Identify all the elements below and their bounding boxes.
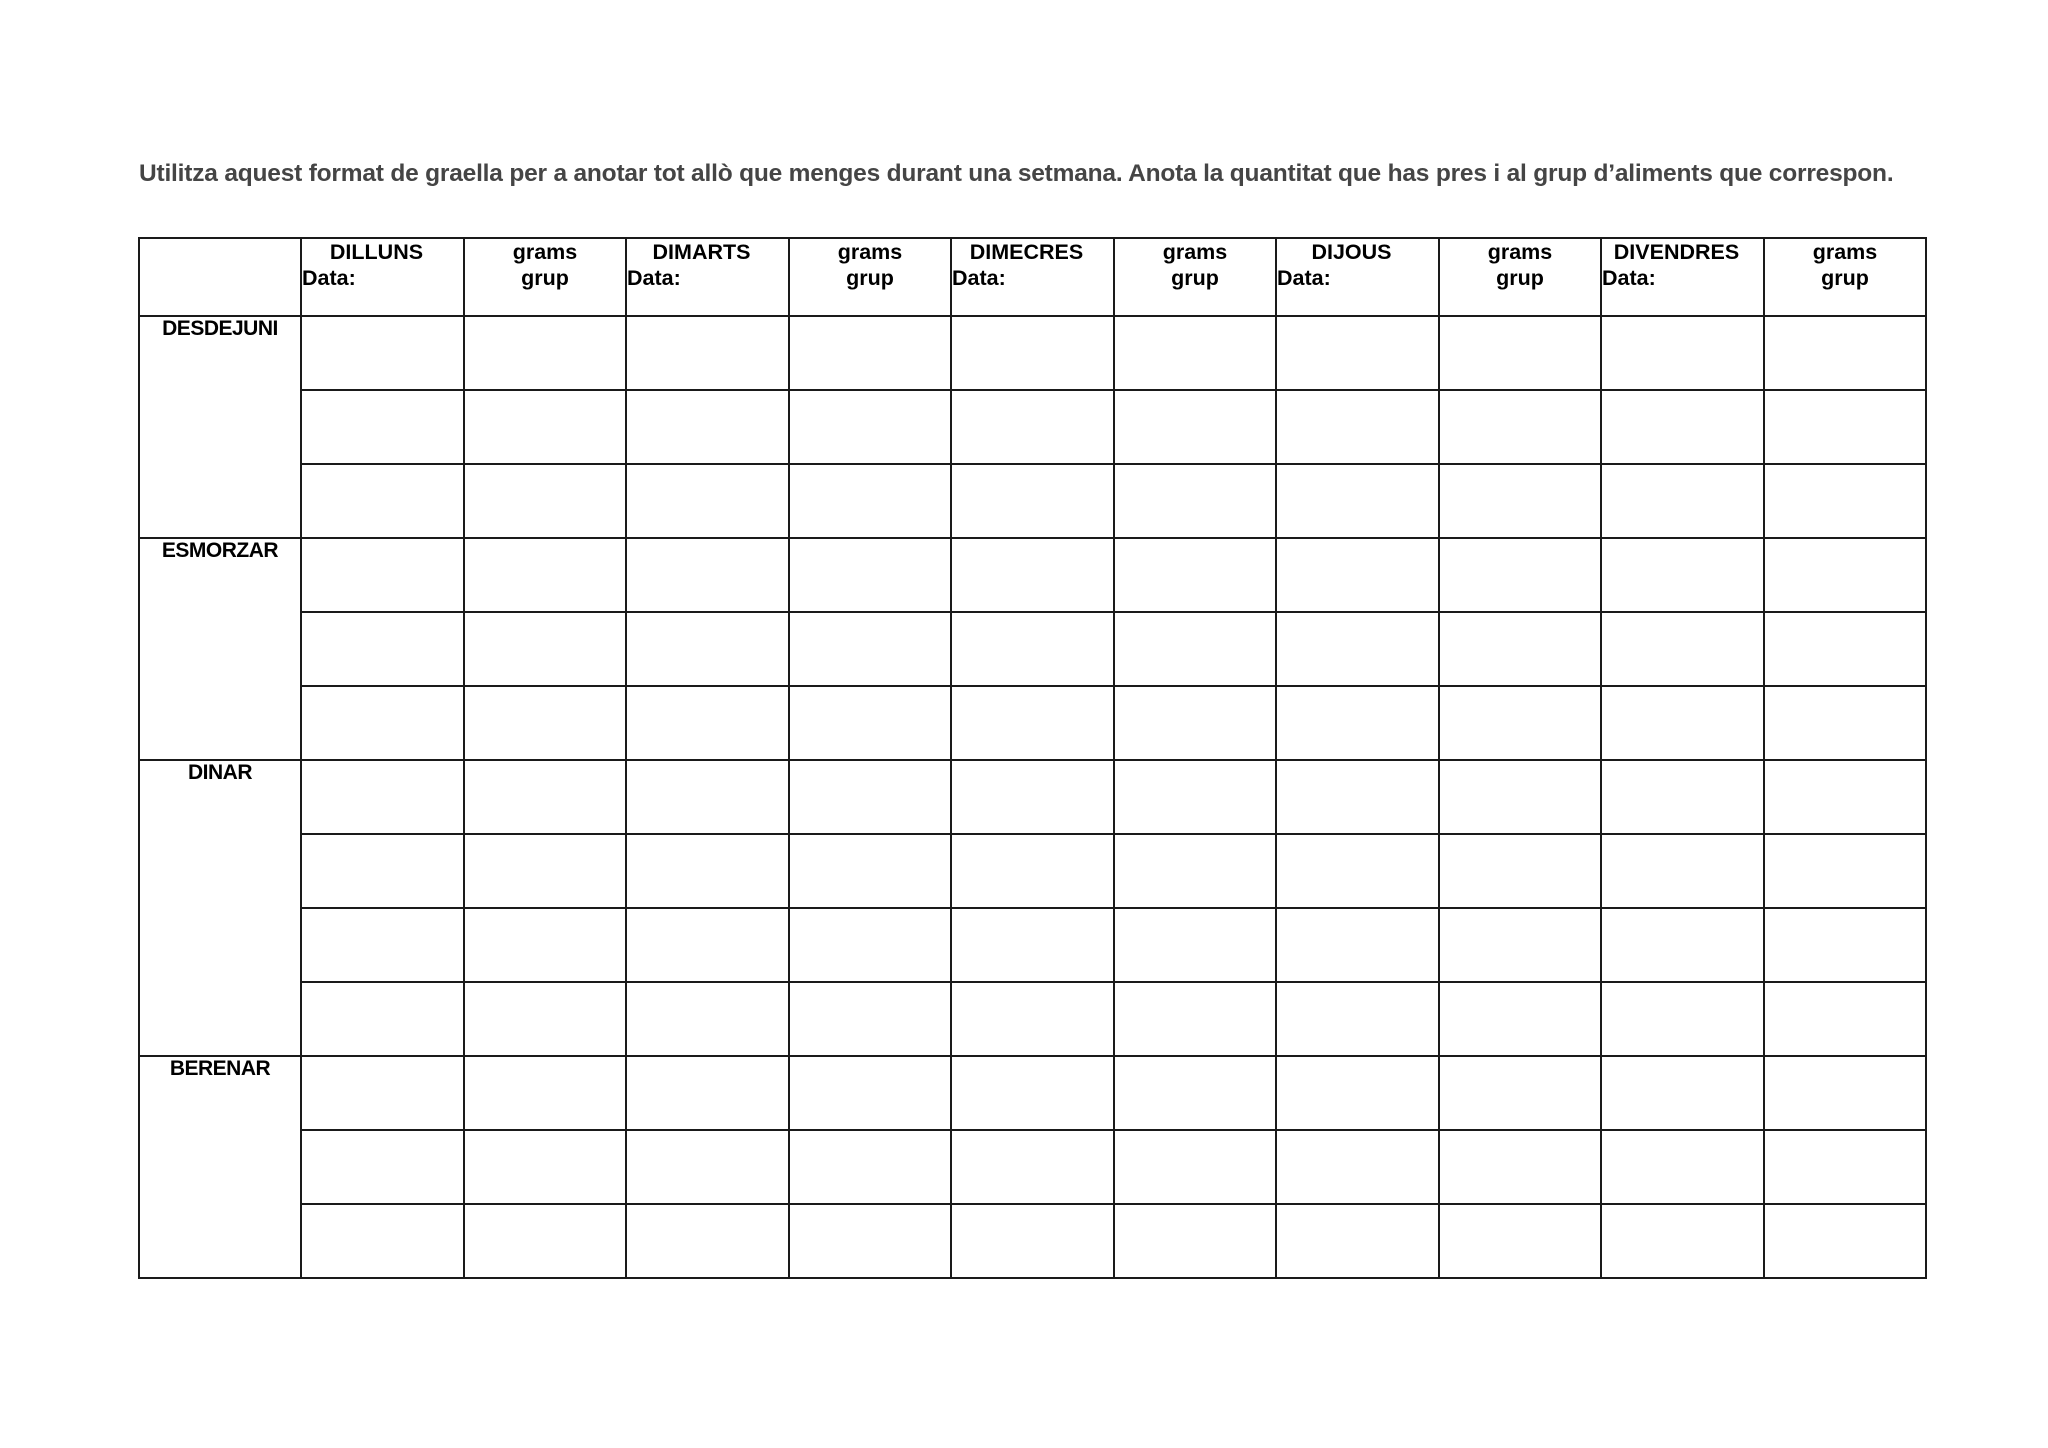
food-entry-cell[interactable] (1601, 1130, 1764, 1204)
food-entry-cell[interactable] (1276, 538, 1439, 612)
grams-group-entry-cell[interactable] (1114, 612, 1276, 686)
grams-group-entry-cell[interactable] (1439, 390, 1601, 464)
grams-group-entry-cell[interactable] (1114, 390, 1276, 464)
grams-group-entry-cell[interactable] (1439, 686, 1601, 760)
food-entry-cell[interactable] (1276, 464, 1439, 538)
grams-group-entry-cell[interactable] (1764, 1056, 1926, 1130)
grams-group-entry-cell[interactable] (789, 686, 951, 760)
weekly-food-log-table (138, 237, 1927, 1279)
grams-group-entry-cell[interactable] (1764, 982, 1926, 1056)
table-row (139, 538, 1926, 612)
food-entry-cell[interactable] (301, 1056, 464, 1130)
food-entry-cell[interactable] (1601, 612, 1764, 686)
grams-group-entry-cell[interactable] (1114, 908, 1276, 982)
food-entry-cell[interactable] (951, 760, 1114, 834)
grams-group-entry-cell[interactable] (1114, 1204, 1276, 1278)
table-row (139, 1204, 1926, 1278)
grams-group-entry-cell[interactable] (1439, 612, 1601, 686)
food-entry-cell[interactable] (951, 538, 1114, 612)
food-entry-cell[interactable] (301, 908, 464, 982)
day-name: DILLUNS (329, 240, 424, 264)
grams-group-entry-cell[interactable] (464, 464, 626, 538)
day-header-thursday (1276, 238, 1439, 316)
food-entry-cell[interactable] (301, 834, 464, 908)
grams-group-entry-cell[interactable] (464, 982, 626, 1056)
grams-group-entry-cell[interactable] (1439, 1130, 1601, 1204)
food-entry-cell[interactable] (626, 1130, 789, 1204)
food-entry-cell[interactable] (626, 834, 789, 908)
meal-label-esmorzar: ESMORZAR (139, 538, 301, 760)
food-entry-cell[interactable] (951, 1130, 1114, 1204)
table-row (139, 760, 1926, 834)
grams-group-entry-cell[interactable] (1114, 760, 1276, 834)
grams-label: grams (512, 240, 578, 264)
corner-cell (139, 238, 301, 316)
grams-group-header-wednesday (1114, 238, 1276, 316)
food-entry-cell[interactable] (951, 834, 1114, 908)
grams-group-entry-cell[interactable] (1114, 686, 1276, 760)
grams-group-entry-cell[interactable] (1764, 390, 1926, 464)
food-entry-cell[interactable] (1276, 908, 1439, 982)
grams-group-entry-cell[interactable] (464, 612, 626, 686)
food-entry-cell[interactable] (951, 390, 1114, 464)
food-entry-cell[interactable] (1601, 390, 1764, 464)
grams-group-entry-cell[interactable] (464, 1056, 626, 1130)
group-label: grup (1496, 266, 1544, 290)
food-entry-cell[interactable] (301, 760, 464, 834)
date-label: Data: (952, 266, 1006, 290)
table-row (139, 390, 1926, 464)
food-entry-cell[interactable] (626, 982, 789, 1056)
grams-group-entry-cell[interactable] (464, 760, 626, 834)
date-label: Data: (627, 266, 681, 290)
table-row (139, 612, 1926, 686)
table-row (139, 908, 1926, 982)
grams-group-entry-cell[interactable] (1114, 538, 1276, 612)
grams-group-entry-cell[interactable] (789, 390, 951, 464)
day-name: DIJOUS (1311, 240, 1392, 264)
food-entry-cell[interactable] (626, 390, 789, 464)
grams-group-entry-cell[interactable] (789, 834, 951, 908)
food-entry-cell[interactable] (1276, 1130, 1439, 1204)
grams-group-entry-cell[interactable] (789, 538, 951, 612)
group-label: grup (1821, 266, 1869, 290)
date-label: Data: (1602, 266, 1656, 290)
grams-group-entry-cell[interactable] (1764, 464, 1926, 538)
table-row (139, 834, 1926, 908)
grams-group-entry-cell[interactable] (1114, 1056, 1276, 1130)
grams-group-entry-cell[interactable] (789, 982, 951, 1056)
food-entry-cell[interactable] (1601, 538, 1764, 612)
food-entry-cell[interactable] (1601, 1056, 1764, 1130)
food-entry-cell[interactable] (301, 686, 464, 760)
food-entry-cell[interactable] (626, 316, 789, 390)
grams-group-entry-cell[interactable] (789, 464, 951, 538)
food-entry-cell[interactable] (951, 1056, 1114, 1130)
food-entry-cell[interactable] (951, 464, 1114, 538)
grams-group-header-tuesday (789, 238, 951, 316)
food-entry-cell[interactable] (626, 538, 789, 612)
day-name: DIVENDRES (1613, 240, 1740, 264)
food-entry-cell[interactable] (1276, 1056, 1439, 1130)
food-entry-cell[interactable] (301, 1204, 464, 1278)
grams-group-entry-cell[interactable] (789, 1204, 951, 1278)
food-entry-cell[interactable] (951, 982, 1114, 1056)
food-entry-cell[interactable] (301, 316, 464, 390)
food-entry-cell[interactable] (1276, 1204, 1439, 1278)
meal-label-desdejuni: DESDEJUNI (139, 316, 301, 538)
table-row (139, 316, 1926, 390)
grams-group-entry-cell[interactable] (789, 1056, 951, 1130)
grams-group-entry-cell[interactable] (1439, 1056, 1601, 1130)
grams-group-entry-cell[interactable] (1764, 612, 1926, 686)
grams-group-entry-cell[interactable] (1764, 316, 1926, 390)
grams-group-entry-cell[interactable] (1764, 1130, 1926, 1204)
table-row (139, 1056, 1926, 1130)
table-row (139, 982, 1926, 1056)
grams-group-entry-cell[interactable] (1764, 538, 1926, 612)
meal-label-dinar: DINAR (139, 760, 301, 1056)
day-header-monday (301, 238, 464, 316)
food-entry-cell[interactable] (626, 1056, 789, 1130)
food-entry-cell[interactable] (301, 612, 464, 686)
food-entry-cell[interactable] (1601, 316, 1764, 390)
food-entry-cell[interactable] (626, 908, 789, 982)
group-label: grup (846, 266, 894, 290)
grams-group-header-monday (464, 238, 626, 316)
grams-group-entry-cell[interactable] (1439, 538, 1601, 612)
food-entry-cell[interactable] (301, 1130, 464, 1204)
food-entry-cell[interactable] (626, 612, 789, 686)
instructions-text: Utilitza aquest format de graella per a anotar tot allò que menges durant una setmana. Anota la quantitat que has pres i al grup d’aliments que correspon. (139, 160, 1894, 187)
food-entry-cell[interactable] (1601, 908, 1764, 982)
day-name: DIMARTS (652, 240, 751, 264)
grams-group-entry-cell[interactable] (1114, 1130, 1276, 1204)
grams-group-entry-cell[interactable] (464, 686, 626, 760)
grams-group-entry-cell[interactable] (464, 390, 626, 464)
grams-group-entry-cell[interactable] (1439, 316, 1601, 390)
grams-group-header-friday (1764, 238, 1926, 316)
grams-group-entry-cell[interactable] (789, 316, 951, 390)
food-entry-cell[interactable] (951, 686, 1114, 760)
food-entry-cell[interactable] (301, 982, 464, 1056)
food-entry-cell[interactable] (1601, 760, 1764, 834)
food-entry-cell[interactable] (301, 464, 464, 538)
grams-label: grams (837, 240, 903, 264)
grams-group-entry-cell[interactable] (464, 316, 626, 390)
grams-group-entry-cell[interactable] (1764, 908, 1926, 982)
food-entry-cell[interactable] (301, 390, 464, 464)
food-entry-cell[interactable] (1276, 686, 1439, 760)
food-entry-cell[interactable] (626, 760, 789, 834)
group-label: grup (521, 266, 569, 290)
grams-group-entry-cell[interactable] (464, 908, 626, 982)
grams-group-entry-cell[interactable] (464, 1130, 626, 1204)
grams-group-entry-cell[interactable] (1764, 686, 1926, 760)
food-entry-cell[interactable] (951, 612, 1114, 686)
grams-label: grams (1162, 240, 1228, 264)
grams-group-entry-cell[interactable] (1439, 908, 1601, 982)
date-label: Data: (1277, 266, 1331, 290)
food-entry-cell[interactable] (301, 538, 464, 612)
food-entry-cell[interactable] (1601, 982, 1764, 1056)
grams-group-entry-cell[interactable] (1114, 464, 1276, 538)
food-entry-cell[interactable] (1601, 1204, 1764, 1278)
day-header-tuesday (626, 238, 789, 316)
grams-group-entry-cell[interactable] (464, 834, 626, 908)
grams-group-entry-cell[interactable] (1114, 834, 1276, 908)
food-entry-cell[interactable] (626, 1204, 789, 1278)
grams-group-entry-cell[interactable] (1439, 1204, 1601, 1278)
food-entry-cell[interactable] (1276, 834, 1439, 908)
table-row (139, 686, 1926, 760)
food-entry-cell[interactable] (1601, 686, 1764, 760)
food-entry-cell[interactable] (1276, 390, 1439, 464)
grams-group-entry-cell[interactable] (789, 612, 951, 686)
grams-group-entry-cell[interactable] (1764, 1204, 1926, 1278)
grams-group-entry-cell[interactable] (789, 760, 951, 834)
grams-group-entry-cell[interactable] (1114, 982, 1276, 1056)
grams-group-entry-cell[interactable] (1764, 760, 1926, 834)
grams-group-entry-cell[interactable] (1439, 834, 1601, 908)
table-row (139, 1130, 1926, 1204)
date-label: Data: (302, 266, 356, 290)
grams-label: grams (1487, 240, 1553, 264)
grams-group-entry-cell[interactable] (1439, 464, 1601, 538)
food-entry-cell[interactable] (951, 316, 1114, 390)
food-entry-cell[interactable] (626, 464, 789, 538)
day-name: DIMECRES (969, 240, 1084, 264)
day-header-friday (1601, 238, 1764, 316)
grams-group-entry-cell[interactable] (464, 538, 626, 612)
grams-group-entry-cell[interactable] (1439, 760, 1601, 834)
food-entry-cell[interactable] (1276, 982, 1439, 1056)
group-label: grup (1171, 266, 1219, 290)
grams-group-entry-cell[interactable] (789, 1130, 951, 1204)
food-entry-cell[interactable] (1276, 612, 1439, 686)
meal-label-berenar: BERENAR (139, 1056, 301, 1278)
food-entry-cell[interactable] (1601, 834, 1764, 908)
header-row (139, 238, 1926, 316)
food-entry-cell[interactable] (1601, 464, 1764, 538)
grams-group-header-thursday (1439, 238, 1601, 316)
food-entry-cell[interactable] (951, 908, 1114, 982)
table-row (139, 464, 1926, 538)
food-entry-cell[interactable] (626, 686, 789, 760)
grams-label: grams (1812, 240, 1878, 264)
grams-group-entry-cell[interactable] (1114, 316, 1276, 390)
grams-group-entry-cell[interactable] (464, 1204, 626, 1278)
food-entry-cell[interactable] (1276, 316, 1439, 390)
grams-group-entry-cell[interactable] (789, 908, 951, 982)
food-entry-cell[interactable] (1276, 760, 1439, 834)
grams-group-entry-cell[interactable] (1764, 834, 1926, 908)
food-entry-cell[interactable] (951, 1204, 1114, 1278)
grams-group-entry-cell[interactable] (1439, 982, 1601, 1056)
day-header-wednesday (951, 238, 1114, 316)
